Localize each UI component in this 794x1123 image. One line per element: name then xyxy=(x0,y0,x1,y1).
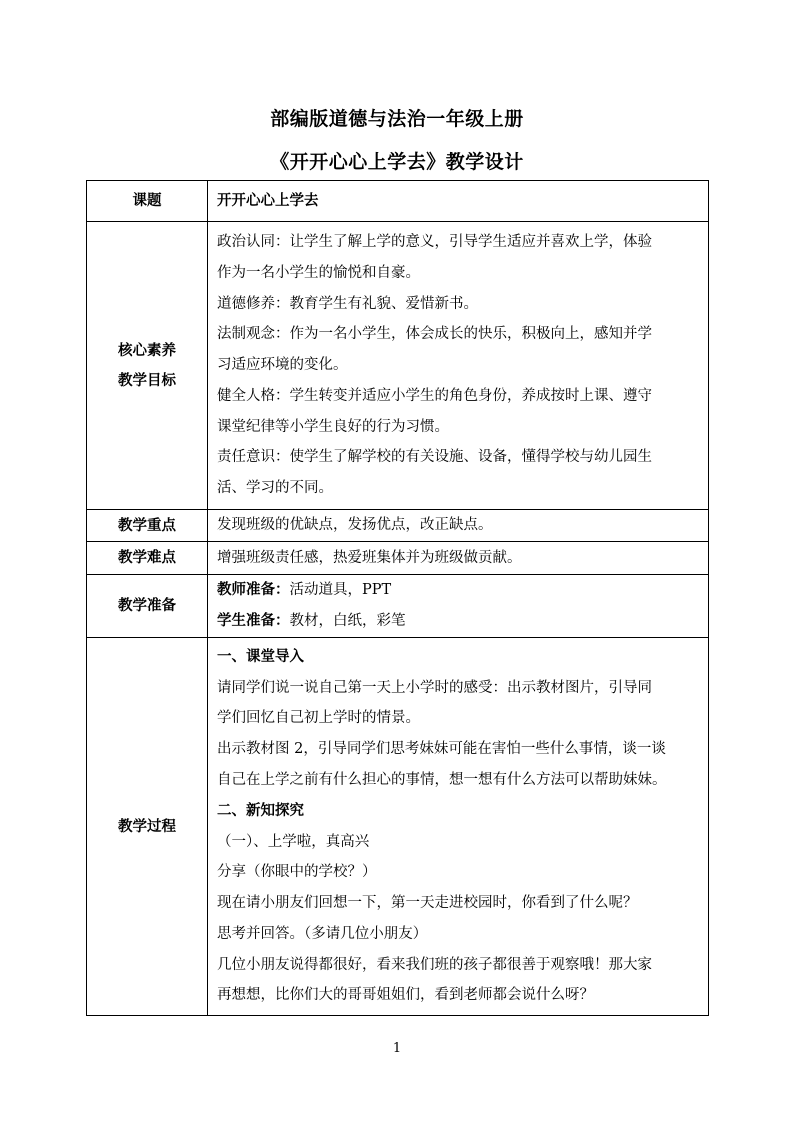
key-points-label-cell xyxy=(87,510,208,542)
preparation-content-cell xyxy=(208,575,709,638)
student-prep-label: 学生准备： xyxy=(217,612,290,629)
process-line: 现在请小朋友们回想一下，第一天走进校园时，你看到了什么呢？ xyxy=(217,895,638,912)
page-number: 1 xyxy=(392,1041,402,1056)
process-section-heading: 二、新知探究 xyxy=(217,801,304,819)
process-line: 出示教材图 2，引导同学们思考妹妹可能在害怕一些什么事情，谈一谈 xyxy=(217,741,666,758)
teacher-prep-value: 活动道具，PPT xyxy=(289,582,392,599)
process-line: 自己在上学之前有什么担心的事情，想一想有什么方法可以帮助妹妹。 xyxy=(217,771,667,788)
process-content-cell xyxy=(208,638,709,1016)
goal-line: 活、学习的不同。 xyxy=(217,480,333,497)
process-line: 再想想，比你们大的哥哥姐姐们，看到老师都会说什么呀？ xyxy=(217,987,594,1004)
table-row-topic xyxy=(87,181,709,222)
goal-line: 政治认同：让学生了解上学的意义，引导学生适应并喜欢上学，体验 xyxy=(217,233,652,250)
goal-line: 健全人格：学生转变并适应小学生的角色身份，养成按时上课、遵守 xyxy=(217,387,652,404)
teacher-prep-label: 教师准备： xyxy=(217,581,290,599)
table-row-preparation xyxy=(87,575,709,638)
topic-label-cell xyxy=(87,181,208,222)
goal-line: 习适应环境的变化。 xyxy=(217,357,348,374)
difficulties-label-cell xyxy=(87,542,208,575)
process-line: 思考并回答。（多请几位小朋友） xyxy=(217,925,428,942)
goal-line: 道德修养：教育学生有礼貌、爱惜新书。 xyxy=(217,295,478,312)
process-line: 分享（你眼中的学校？） xyxy=(217,864,377,881)
table-row-process xyxy=(87,638,709,1016)
key-points-value-cell xyxy=(208,510,709,542)
key-points-value: 发现班级的优缺点，发扬优点，改正缺点。 xyxy=(217,517,493,534)
process-label: 教学过程 xyxy=(118,817,176,835)
process-line: （一）、上学啦，真高兴 xyxy=(217,833,370,850)
topic-value: 开开心心上学去 xyxy=(217,191,319,209)
preparation-label-cell xyxy=(87,575,208,638)
lesson-plan-table xyxy=(86,180,709,1016)
process-line: 请同学们说一说自己第一天上小学时的感受：出示教材图片，引导同 xyxy=(217,679,652,696)
topic-value-cell xyxy=(208,181,709,222)
goals-label-line2: 教学目标 xyxy=(118,371,176,389)
table-row-goals xyxy=(87,222,709,510)
difficulties-label: 教学难点 xyxy=(118,549,176,566)
table-row-key-points xyxy=(87,510,709,542)
difficulties-value: 增强班级责任感，热爱班集体并为班级做贡献。 xyxy=(217,549,522,566)
goal-line: 作为一名小学生的愉悦和自豪。 xyxy=(217,264,420,281)
goal-line: 责任意识：使学生了解学校的有关设施、设备，懂得学校与幼儿园生 xyxy=(217,449,652,466)
process-line: 学们回忆自己初上学时的情景。 xyxy=(217,710,420,727)
goals-label-line1: 核心素养 xyxy=(118,341,176,359)
teacher-prep-line xyxy=(217,575,702,606)
process-section-heading: 一、课堂导入 xyxy=(217,647,304,665)
document-title: 部编版道德与法治一年级上册 xyxy=(270,108,524,130)
difficulties-value-cell xyxy=(208,542,709,575)
process-line: 几位小朋友说得都很好，看来我们班的孩子都很善于观察哦！那大家 xyxy=(217,956,652,973)
student-prep-line xyxy=(217,606,702,637)
topic-label: 课题 xyxy=(132,192,162,209)
goal-line: 课堂纪律等小学生良好的行为习惯。 xyxy=(217,418,449,435)
process-label-cell xyxy=(87,638,208,1016)
key-points-label: 教学重点 xyxy=(118,516,176,534)
goals-content-cell xyxy=(208,222,709,510)
document-subtitle: 《开开心心上学去》教学设计 xyxy=(270,151,524,173)
goal-line: 法制观念：作为一名小学生，体会成长的快乐，积极向上，感知并学 xyxy=(217,326,652,343)
preparation-label: 教学准备 xyxy=(118,597,176,614)
student-prep-value: 教材，白纸，彩笔 xyxy=(289,613,406,629)
goals-label-cell xyxy=(87,222,208,510)
table-row-difficulties xyxy=(87,542,709,575)
